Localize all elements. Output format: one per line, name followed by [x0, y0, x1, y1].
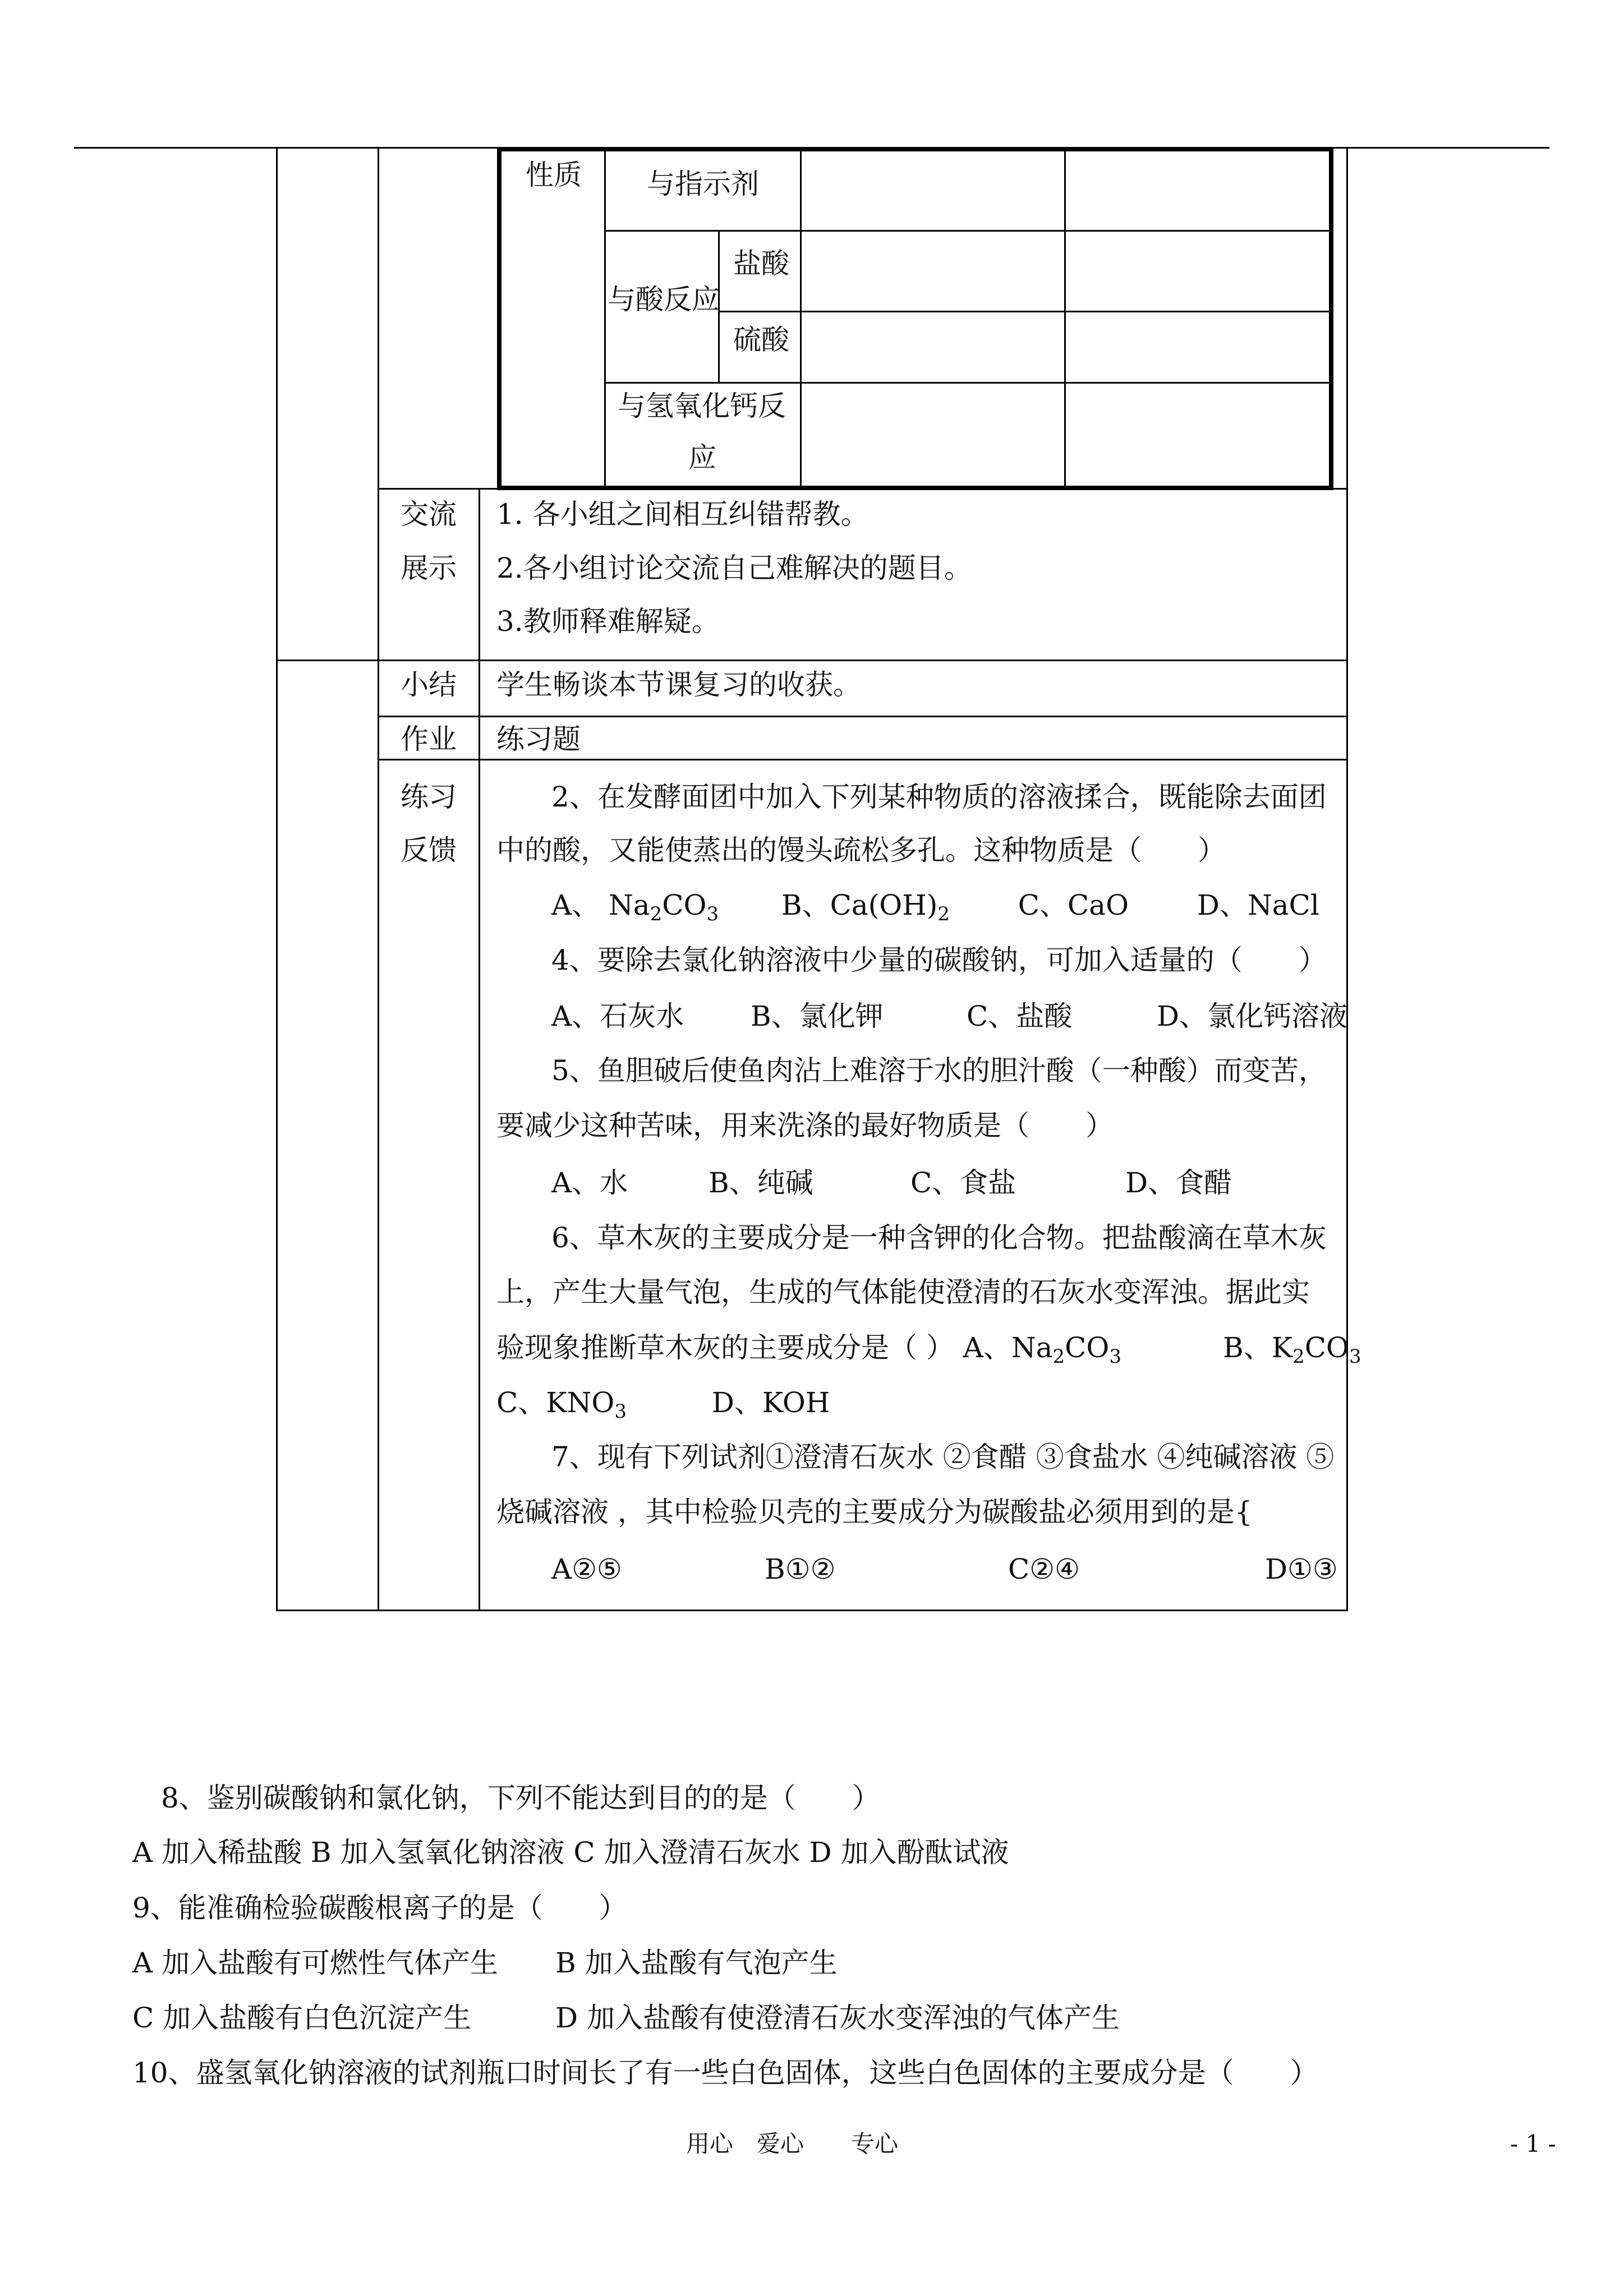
q2-option-b: B、$Ca(OH)_2$: [781, 889, 950, 925]
inner-col-property-right: [604, 151, 606, 486]
q9-option-d: D 加入盐酸有使澄清石灰水变浑浊的气体产生: [555, 2002, 1120, 2034]
outer-table-col3-border: [479, 488, 480, 1611]
inner-acid-reaction-label: 与酸反应: [608, 283, 720, 316]
inner-table-bottom-border: [497, 486, 1333, 490]
q7-line-1: 7、现有下列试剂①澄清石灰水 ②食醋 ③食盐水 ④纯碱溶液 ⑤: [551, 1441, 1335, 1473]
q6-line-2: 上，产生大量气泡，生成的气体能使澄清的石灰水变浑浊。据此实: [496, 1276, 1310, 1308]
q6-line-3: [496, 1331, 1121, 1368]
q2-option-a: A、 $Na_2CO_3$: [551, 889, 719, 925]
q8-options: A 加入稀盐酸 B 加入氢氧化钠溶液 C 加入澄清石灰水 D 加入酚酞试液: [132, 1836, 1009, 1869]
homework-text: 练习题: [496, 723, 581, 755]
q6-line-1: 6、草木灰的主要成分是一种含钾的化合物。把盐酸滴在草木灰: [551, 1221, 1327, 1254]
q7-option-d: D①③: [1265, 1553, 1338, 1585]
q4-option-c: C、盐酸: [967, 1000, 1073, 1032]
inner-row-hcl-bottom: [718, 311, 1331, 312]
q4-line-1: 4、要除去氯化钠溶液中少量的碳酸钠，可加入适量的（ ）: [551, 944, 1327, 976]
q2-options: [551, 888, 1319, 925]
q6-option-d: D、KOH: [711, 1386, 830, 1419]
outer-table-left-border: [276, 147, 278, 1611]
q7-option-a: A②⑤: [551, 1553, 622, 1585]
q5-option-a: A、水: [551, 1167, 628, 1199]
q7-option-c: C②④: [1008, 1553, 1080, 1585]
inner-table-top-border: [497, 147, 1333, 151]
homework-label: 作业: [401, 723, 457, 755]
exchange-label-2: 展示: [401, 552, 457, 584]
outer-table-right-border: [1346, 147, 1348, 1611]
q8-text: 8、鉴别碳酸钠和氯化钠，下列不能达到目的的是（ ）: [161, 1782, 880, 1814]
outer-table-bottom-border: [276, 1610, 1348, 1611]
exchange-label-1: 交流: [401, 498, 457, 531]
inner-caoh2-label-2: 应: [688, 441, 716, 474]
summary-text: 学生畅谈本节课复习的收获。: [496, 668, 861, 701]
q6-option-b: B、$K_2CO_3$: [1223, 1331, 1361, 1368]
q4-option-d: D、氯化钙溶液: [1157, 1000, 1348, 1032]
exchange-item-1: 1. 各小组之间相互纠错帮教。: [496, 498, 869, 531]
q4-option-b: B、氯化钾: [751, 1000, 884, 1032]
inner-col-value2-left: [1064, 151, 1066, 486]
q5-option-d: D、食醋: [1125, 1167, 1232, 1199]
q2-option-d: D、NaCl: [1197, 889, 1319, 921]
inner-row-acid-bottom: [604, 382, 1331, 384]
inner-property-label: 性质: [526, 159, 582, 191]
q6-line-4: [496, 1386, 830, 1423]
q5-line-1: 5、鱼胆破后使鱼肉沾上难溶于水的胆汁酸（一种酸）而变苦，: [551, 1054, 1327, 1087]
outer-table-col2-border: [378, 147, 379, 1611]
row-divider-summary-top: [276, 660, 1348, 661]
row-divider-homework-top: [378, 716, 1348, 717]
inner-caoh2-label-1: 与氢氧化钙反: [618, 390, 786, 422]
q2-option-c: C、CaO: [1018, 889, 1129, 921]
inner-hcl-label: 盐酸: [733, 247, 789, 280]
q6-option-c: C、$KNO_3$: [496, 1386, 627, 1423]
q9-option-b: B 加入盐酸有气泡产生: [555, 1947, 838, 1979]
inner-col-value1-left: [800, 151, 802, 486]
inner-table-left-border: [497, 147, 502, 490]
inner-indicator-label: 与指示剂: [647, 168, 759, 200]
exchange-item-2: 2.各小组讨论交流自己难解决的题目。: [496, 552, 972, 584]
footer-motto: 用心 爱心 专心: [686, 2130, 899, 2157]
q5-option-b: B、纯碱: [709, 1167, 813, 1199]
row-divider-practice-top: [378, 759, 1348, 760]
q7-option-b: B①②: [765, 1553, 836, 1585]
q2-line-2: 中的酸，又能使蒸出的馒头疏松多孔。这种物质是（ ）: [496, 834, 1226, 866]
practice-label-1: 练习: [401, 781, 457, 813]
inner-row-indicator-bottom: [604, 230, 1331, 232]
exchange-item-3: 3.教师释难解疑。: [496, 605, 720, 638]
practice-label-2: 反馈: [401, 834, 457, 866]
q5-option-c: C、食盐: [910, 1167, 1016, 1199]
q5-line-2: 要减少这种苦味，用来洗涤的最好物质是（ ）: [496, 1109, 1114, 1142]
inner-table-right-border: [1329, 147, 1333, 490]
q9-option-a: A 加入盐酸有可燃性气体产生: [132, 1947, 499, 1979]
q6-option-a: 验现象推断草木灰的主要成分是（ ） A、$Na_2CO_3$: [496, 1331, 1121, 1368]
q7-line-2: 烧碱溶液 ，其中检验贝壳的主要成分为碳酸盐必须用到的是{: [496, 1496, 1253, 1528]
summary-label: 小结: [401, 668, 457, 701]
q9-text: 9、能准确检验碳酸根离子的是（ ）: [132, 1892, 627, 1924]
q10-text: 10、盛氢氧化钠溶液的试剂瓶口时间长了有一些白色固体，这些白色固体的主要成分是（ ）: [132, 2057, 1318, 2089]
page-number: - 1 -: [1510, 2130, 1556, 2157]
q9-option-c: C 加入盐酸有白色沉淀产生: [132, 2002, 472, 2034]
inner-h2so4-label: 硫酸: [733, 324, 789, 356]
q2-line-1: 2、在发酵面团中加入下列某种物质的溶液揉合，既能除去面团: [551, 781, 1327, 813]
q4-option-a: A、石灰水: [551, 1000, 684, 1032]
